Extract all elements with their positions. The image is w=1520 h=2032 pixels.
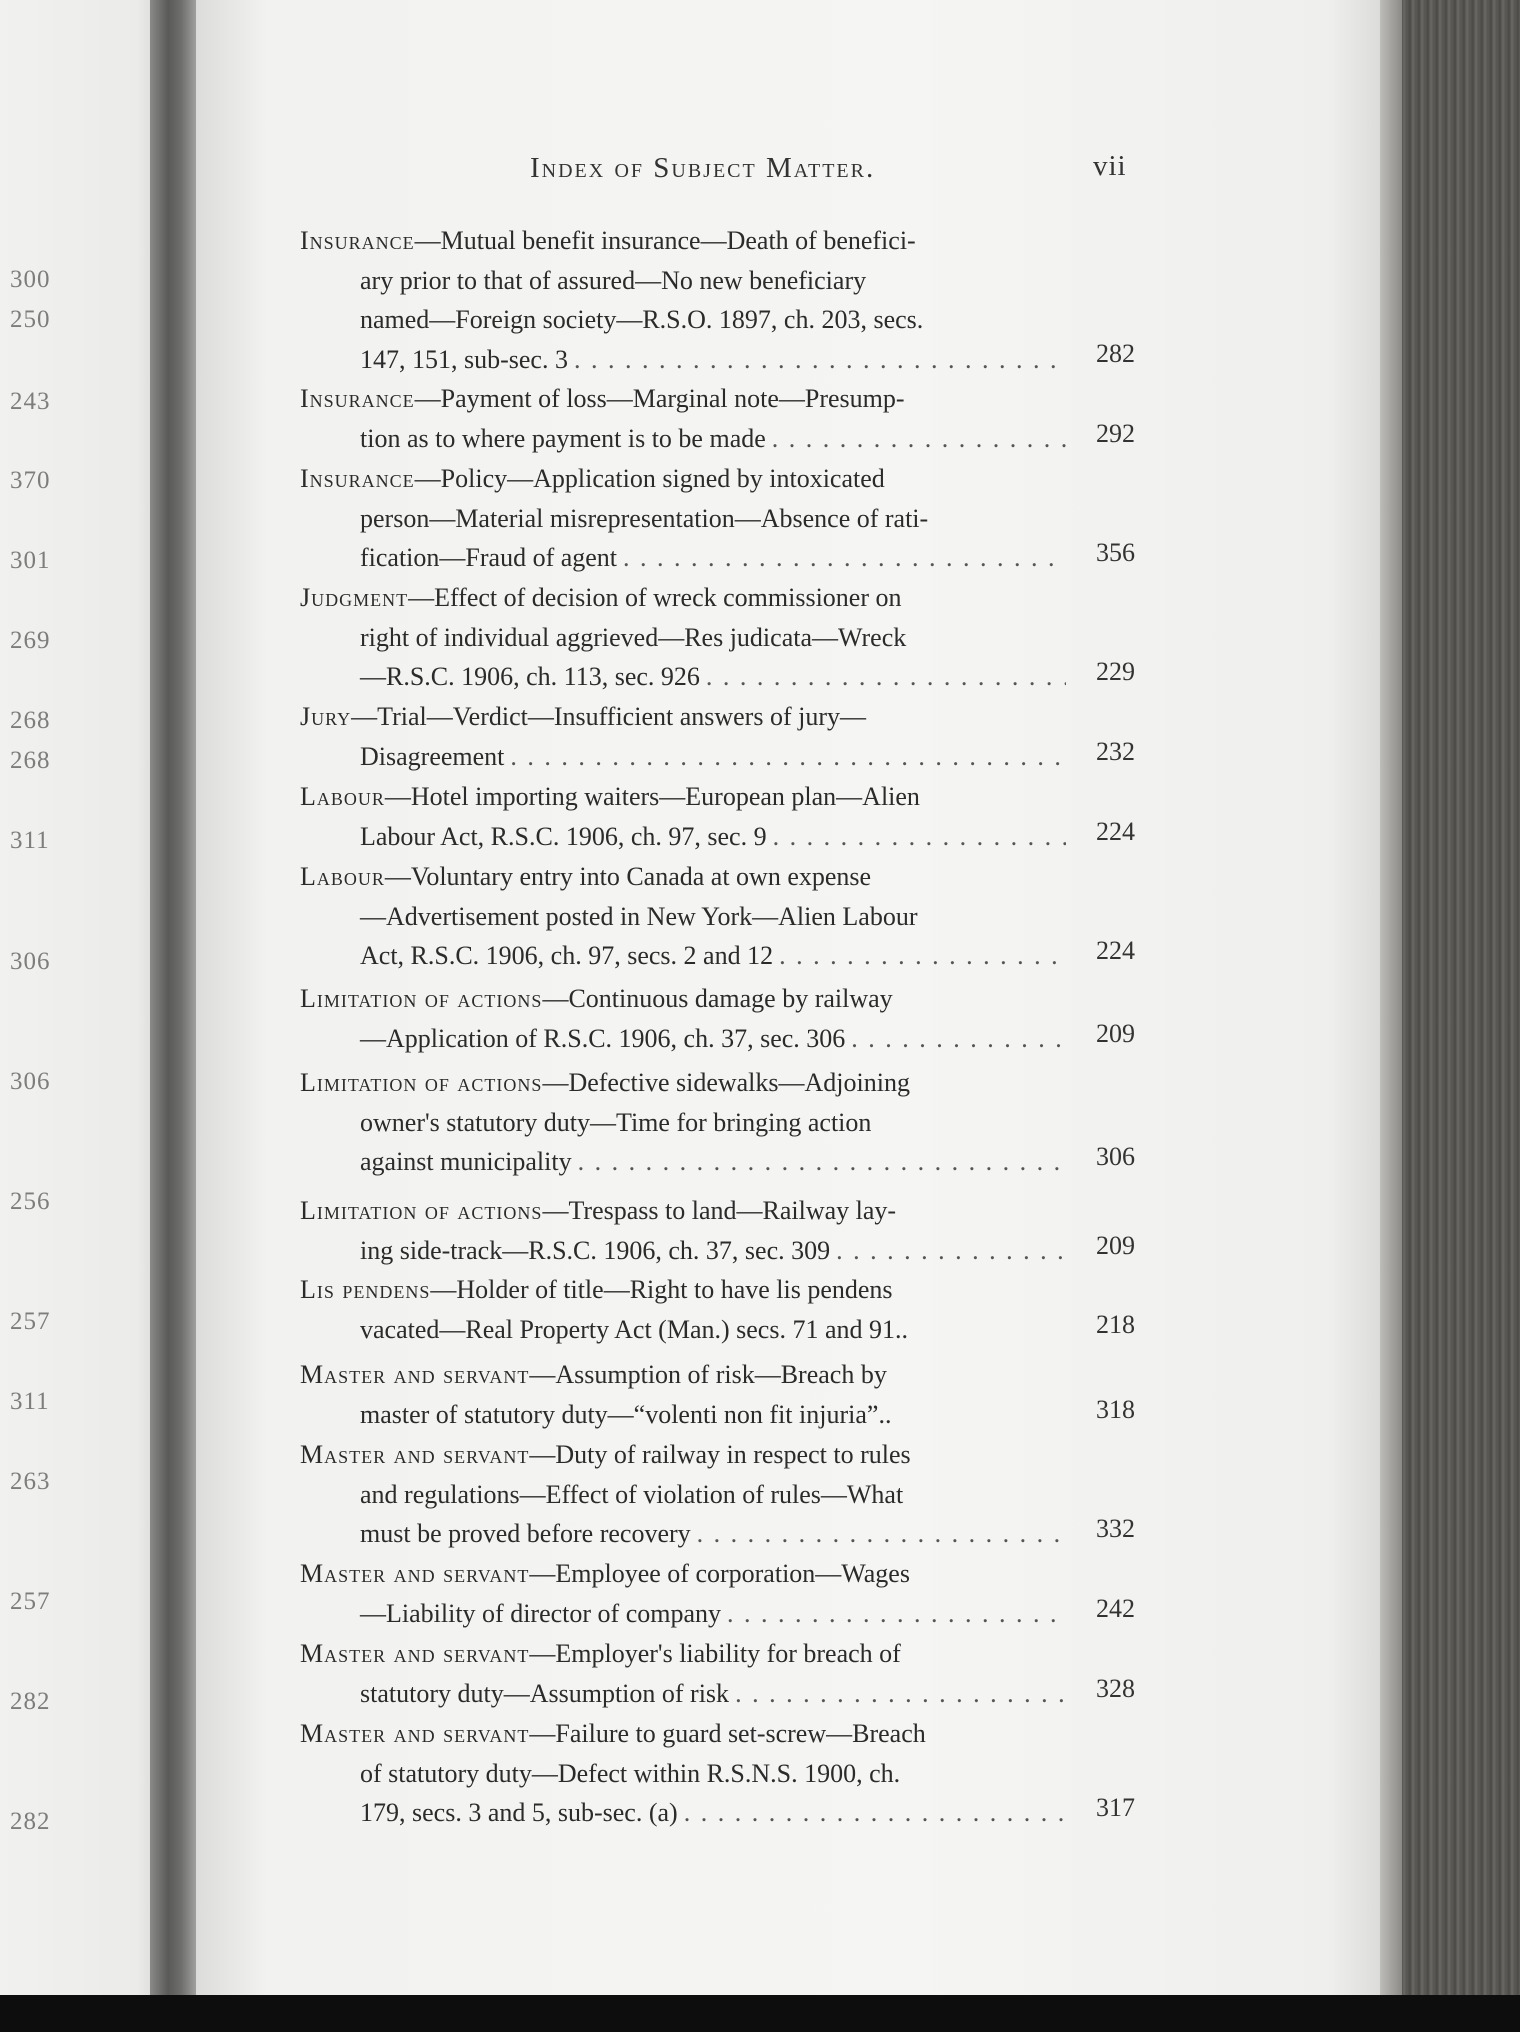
entry-line: —Payment of loss—Marginal note—Presump- xyxy=(414,384,905,413)
entry-page-number: 318 xyxy=(1096,1395,1135,1424)
entry-heading: Insurance xyxy=(300,384,415,413)
margin-number: 243 xyxy=(10,388,51,415)
entry-heading: Master and servant xyxy=(300,1559,530,1588)
index-entry xyxy=(300,1270,1072,1349)
entry-heading: Insurance xyxy=(300,226,415,255)
dot-leader xyxy=(706,657,1066,697)
entry-heading: Master and servant xyxy=(300,1719,530,1748)
index-entry xyxy=(300,1554,1072,1633)
entry-line: vacated—Real Property Act (Man.) secs. 71 and 91.. xyxy=(360,1314,909,1344)
entry-line: —Trial—Verdict—Insufficient answers of jury— xyxy=(351,702,866,731)
entry-page-number: 242 xyxy=(1096,1594,1135,1623)
entry-line: —Liability of director of company xyxy=(360,1598,722,1628)
entry-line: owner's statutory duty—Time for bringing action xyxy=(360,1107,872,1137)
entry-line: of statutory duty—Defect within R.S.N.S. 1900, ch. xyxy=(360,1758,901,1788)
entry-heading: Master and servant xyxy=(300,1639,530,1668)
index-entry xyxy=(300,697,1072,776)
dot-leader xyxy=(772,419,1066,459)
margin-number: 306 xyxy=(10,1068,51,1095)
entry-page-number: 306 xyxy=(1096,1142,1135,1171)
entry-page-number: 224 xyxy=(1096,936,1135,965)
entry-heading: Limitation of actions xyxy=(300,1068,543,1097)
entry-line: 179, secs. 3 and 5, sub-sec. (a) xyxy=(360,1798,678,1828)
entry-line: Act, R.S.C. 1906, ch. 97, secs. 2 and 12 xyxy=(360,941,774,971)
margin-number: 257 xyxy=(10,1308,51,1335)
entry-line: —Application of R.S.C. 1906, ch. 37, sec. 306 xyxy=(360,1023,846,1053)
index-entry xyxy=(300,1063,1072,1182)
index-entry xyxy=(300,1355,1072,1434)
entry-page-number: 232 xyxy=(1096,737,1135,766)
entry-line: person—Material misrepresentation—Absence of rati- xyxy=(360,503,929,533)
entry-line: —Defective sidewalks—Adjoining xyxy=(542,1068,910,1097)
entry-line: must be proved before recovery xyxy=(360,1519,691,1549)
dot-leader xyxy=(836,1231,1066,1271)
index-entry xyxy=(300,578,1072,697)
entry-page-number: 292 xyxy=(1096,419,1135,448)
margin-number: 256 xyxy=(10,1188,51,1215)
margin-number: 311 xyxy=(10,1388,50,1415)
dot-leader xyxy=(851,1019,1066,1059)
entry-line: —Duty of railway in respect to rules xyxy=(529,1440,911,1469)
entry-heading: Limitation of actions xyxy=(300,984,543,1013)
book-edge-highlight xyxy=(1380,0,1402,2032)
index-entry xyxy=(300,1435,1072,1554)
index-entry xyxy=(300,777,1072,856)
page-number: vii xyxy=(1093,150,1127,182)
entry-line: —Assumption of risk—Breach by xyxy=(529,1360,887,1389)
margin-number: 263 xyxy=(10,1468,51,1495)
entry-page-number: 356 xyxy=(1096,538,1135,567)
entry-heading: Master and servant xyxy=(300,1440,530,1469)
index-entry xyxy=(300,379,1072,458)
scan-bottom-band xyxy=(0,1995,1520,2032)
entry-line: —Effect of decision of wreck commissioner on xyxy=(408,583,902,612)
entry-heading: Master and servant xyxy=(300,1360,530,1389)
entry-line: —Trespass to land—Railway lay- xyxy=(542,1196,897,1225)
entry-heading: Lis pendens xyxy=(300,1275,431,1304)
margin-number: 269 xyxy=(10,627,51,654)
entry-line: —Advertisement posted in New York—Alien Labour xyxy=(360,901,918,931)
index-entry xyxy=(300,221,1072,379)
margin-number: 311 xyxy=(10,827,50,854)
entry-line: fication—Fraud of agent xyxy=(360,543,618,573)
entry-line: —Employee of corporation—Wages xyxy=(529,1559,910,1588)
margin-number: 301 xyxy=(10,547,51,574)
entry-heading: Limitation of actions xyxy=(300,1196,543,1225)
index-entry xyxy=(300,459,1072,578)
dot-leader xyxy=(773,817,1066,857)
entry-line: statutory duty—Assumption of risk xyxy=(360,1678,730,1708)
entry-heading: Labour xyxy=(300,782,385,811)
entry-page-number: 209 xyxy=(1096,1231,1135,1260)
entry-page-number: 317 xyxy=(1096,1793,1135,1822)
entry-heading: Jury xyxy=(300,702,352,731)
margin-number: 370 xyxy=(10,467,51,494)
entry-line: —Holder of title—Right to have lis pendens xyxy=(430,1275,893,1304)
margin-number: 268 xyxy=(10,707,51,734)
entry-line: —Hotel importing waiters—European plan—Alien xyxy=(384,782,920,811)
entry-line: —Policy—Application signed by intoxicated xyxy=(414,464,885,493)
entry-line: —Employer's liability for breach of xyxy=(529,1639,901,1668)
entry-line: —Voluntary entry into Canada at own expense xyxy=(384,862,872,891)
dot-leader xyxy=(779,936,1066,976)
index-entry xyxy=(300,1634,1072,1713)
entry-page-number: 332 xyxy=(1096,1514,1135,1543)
entry-page-number: 224 xyxy=(1096,817,1135,846)
dot-leader xyxy=(697,1514,1066,1554)
dot-leader xyxy=(574,340,1066,380)
entry-heading: Judgment xyxy=(300,583,409,612)
page-title: Index of Subject Matter. xyxy=(530,152,876,184)
entry-line: —Mutual benefit insurance—Death of benefici- xyxy=(414,226,916,255)
book-gutter xyxy=(150,0,202,2000)
dot-leader xyxy=(510,737,1066,777)
entry-line: tion as to where payment is to be made xyxy=(360,423,766,453)
index-entry xyxy=(300,857,1072,976)
entry-line: against municipality xyxy=(360,1147,572,1177)
entry-line: right of individual aggrieved—Res judicata—Wreck xyxy=(360,622,907,652)
entry-page-number: 209 xyxy=(1096,1019,1135,1048)
entry-line: master of statutory duty—“volenti non fit injuria”.. xyxy=(360,1399,892,1429)
entry-line: —Continuous damage by railway xyxy=(542,984,893,1013)
margin-number: 306 xyxy=(10,948,51,975)
margin-number: 282 xyxy=(10,1688,51,1715)
entry-page-number: 218 xyxy=(1096,1310,1135,1339)
margin-number: 250 xyxy=(10,306,51,333)
entry-line: and regulations—Effect of violation of rules—What xyxy=(360,1479,904,1509)
dot-leader xyxy=(623,538,1066,578)
index-entry xyxy=(300,979,1072,1058)
entry-heading: Insurance xyxy=(300,464,415,493)
entry-line: ing side-track—R.S.C. 1906, ch. 37, sec. 309 xyxy=(360,1235,831,1265)
margin-number: 257 xyxy=(10,1588,51,1615)
entry-heading: Labour xyxy=(300,862,385,891)
margin-number: 282 xyxy=(10,1808,51,1835)
dot-leader xyxy=(735,1674,1066,1714)
entry-page-number: 229 xyxy=(1096,657,1135,686)
entry-page-number: 328 xyxy=(1096,1674,1135,1703)
margin-number: 300 xyxy=(10,266,51,293)
entry-line: Disagreement xyxy=(360,741,505,771)
entry-line: named—Foreign society—R.S.O. 1897, ch. 203, secs. xyxy=(360,305,924,335)
dot-leader xyxy=(578,1142,1066,1182)
index-entry xyxy=(300,1191,1072,1270)
entry-line: ary prior to that of assured—No new beneficiary xyxy=(360,265,867,295)
margin-number: 268 xyxy=(10,747,51,774)
entry-line: —Failure to guard set-screw—Breach xyxy=(529,1719,926,1748)
entry-line: —R.S.C. 1906, ch. 113, sec. 926 xyxy=(360,662,700,692)
entry-line: 147, 151, sub-sec. 3 xyxy=(360,344,568,374)
dot-leader xyxy=(727,1594,1066,1634)
index-entry xyxy=(300,1714,1072,1833)
dot-leader xyxy=(684,1793,1066,1833)
entry-page-number: 282 xyxy=(1096,339,1135,368)
entry-line: Labour Act, R.S.C. 1906, ch. 97, sec. 9 xyxy=(360,821,767,851)
